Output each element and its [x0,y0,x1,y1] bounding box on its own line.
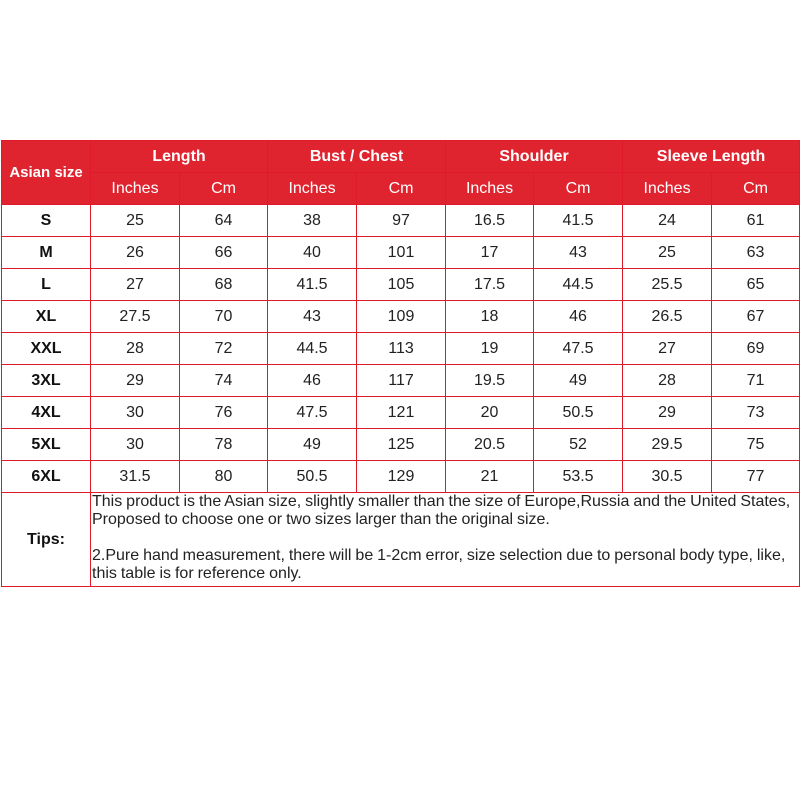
bust-cm-cell: 105 [357,269,446,301]
bust-inches-cell: 46 [268,365,357,397]
bust-cm-header: Cm [357,173,446,205]
sleeve-inches-cell: 24 [623,205,712,237]
sleeve-inches-cell: 30.5 [623,461,712,493]
length-cm-cell: 68 [180,269,268,301]
shoulder-inches-cell: 19.5 [446,365,534,397]
shoulder-cm-cell: 50.5 [534,397,623,429]
length-inches-cell: 30 [91,397,180,429]
table-row [2,237,800,269]
shoulder-cm-header: Cm [534,173,623,205]
bust-cm-cell: 125 [357,429,446,461]
bust-inches-cell: 41.5 [268,269,357,301]
bust-cm-cell: 121 [357,397,446,429]
sleeve-inches-cell: 25 [623,237,712,269]
tip-paragraph: This product is the Asian size, slightly smaller than the size of Europe,Russia and the United States, Proposed to choose one or two sizes larger than the original size. [92,493,791,528]
shoulder-cm-cell: 41.5 [534,205,623,237]
sleeve-cm-cell: 67 [712,301,800,333]
length-cm-cell: 64 [180,205,268,237]
size-label-cell: XL [2,301,91,333]
length-inches-cell: 31.5 [91,461,180,493]
asian-size-header: Asian size [2,141,91,205]
length-cm-cell: 76 [180,397,268,429]
bust-inches-cell: 50.5 [268,461,357,493]
shoulder-inches-cell: 20.5 [446,429,534,461]
table-row [2,205,800,237]
length-cm-cell: 66 [180,237,268,269]
shoulder-inches-header: Inches [446,173,534,205]
length-inches-cell: 30 [91,429,180,461]
table-row [2,461,800,493]
table-row [2,365,800,397]
size-label-cell: 6XL [2,461,91,493]
size-label-cell: S [2,205,91,237]
tips-label: Tips: [2,493,91,587]
table-row [2,397,800,429]
length-inches-cell: 28 [91,333,180,365]
length-inches-cell: 29 [91,365,180,397]
length-cm-cell: 74 [180,365,268,397]
table-row [2,301,800,333]
bust-chest-header: Bust / Chest [268,141,446,173]
sleeve-cm-cell: 73 [712,397,800,429]
sleeve-cm-cell: 69 [712,333,800,365]
sleeve-length-header: Sleeve Length [623,141,800,173]
size-label-cell: L [2,269,91,301]
tips-row [2,493,800,587]
size-label-cell: 5XL [2,429,91,461]
bust-inches-cell: 47.5 [268,397,357,429]
bust-inches-cell: 38 [268,205,357,237]
length-inches-cell: 25 [91,205,180,237]
size-chart-table [1,140,800,587]
length-header: Length [91,141,268,173]
size-label-cell: M [2,237,91,269]
sleeve-cm-cell: 63 [712,237,800,269]
bust-inches-cell: 49 [268,429,357,461]
bust-cm-cell: 113 [357,333,446,365]
shoulder-cm-cell: 49 [534,365,623,397]
sleeve-cm-cell: 71 [712,365,800,397]
table-row [2,333,800,365]
length-cm-cell: 80 [180,461,268,493]
size-rows [2,205,800,587]
header-row-groups [2,141,800,173]
shoulder-inches-cell: 18 [446,301,534,333]
sleeve-inches-cell: 25.5 [623,269,712,301]
length-cm-cell: 78 [180,429,268,461]
sleeve-cm-cell: 65 [712,269,800,301]
sleeve-inches-cell: 29 [623,397,712,429]
shoulder-inches-cell: 17.5 [446,269,534,301]
shoulder-cm-cell: 53.5 [534,461,623,493]
table-row [2,429,800,461]
shoulder-inches-cell: 21 [446,461,534,493]
bust-inches-header: Inches [268,173,357,205]
bust-inches-cell: 44.5 [268,333,357,365]
shoulder-cm-cell: 44.5 [534,269,623,301]
bust-cm-cell: 97 [357,205,446,237]
sleeve-inches-header: Inches [623,173,712,205]
length-cm-header: Cm [180,173,268,205]
size-label-cell: XXL [2,333,91,365]
table-row [2,269,800,301]
bust-inches-cell: 43 [268,301,357,333]
shoulder-cm-cell: 43 [534,237,623,269]
size-label-cell: 3XL [2,365,91,397]
header-row-units [2,173,800,205]
sleeve-cm-cell: 77 [712,461,800,493]
shoulder-inches-cell: 16.5 [446,205,534,237]
shoulder-inches-cell: 19 [446,333,534,365]
length-cm-cell: 72 [180,333,268,365]
length-cm-cell: 70 [180,301,268,333]
size-label-cell: 4XL [2,397,91,429]
tip-paragraph: 2.Pure hand measurement, there will be 1-2cm error, size selection due to personal body type, like, this table is for reference only. [92,547,786,582]
length-inches-cell: 27 [91,269,180,301]
shoulder-cm-cell: 52 [534,429,623,461]
length-inches-cell: 26 [91,237,180,269]
sleeve-cm-cell: 75 [712,429,800,461]
sleeve-inches-cell: 29.5 [623,429,712,461]
length-inches-header: Inches [91,173,180,205]
bust-cm-cell: 117 [357,365,446,397]
shoulder-cm-cell: 47.5 [534,333,623,365]
bust-cm-cell: 101 [357,237,446,269]
bust-cm-cell: 109 [357,301,446,333]
length-inches-cell: 27.5 [91,301,180,333]
shoulder-inches-cell: 20 [446,397,534,429]
tips-text [91,493,800,587]
bust-cm-cell: 129 [357,461,446,493]
sleeve-cm-header: Cm [712,173,800,205]
bust-inches-cell: 40 [268,237,357,269]
sleeve-inches-cell: 26.5 [623,301,712,333]
sleeve-inches-cell: 28 [623,365,712,397]
sleeve-inches-cell: 27 [623,333,712,365]
shoulder-inches-cell: 17 [446,237,534,269]
shoulder-header: Shoulder [446,141,623,173]
shoulder-cm-cell: 46 [534,301,623,333]
sleeve-cm-cell: 61 [712,205,800,237]
